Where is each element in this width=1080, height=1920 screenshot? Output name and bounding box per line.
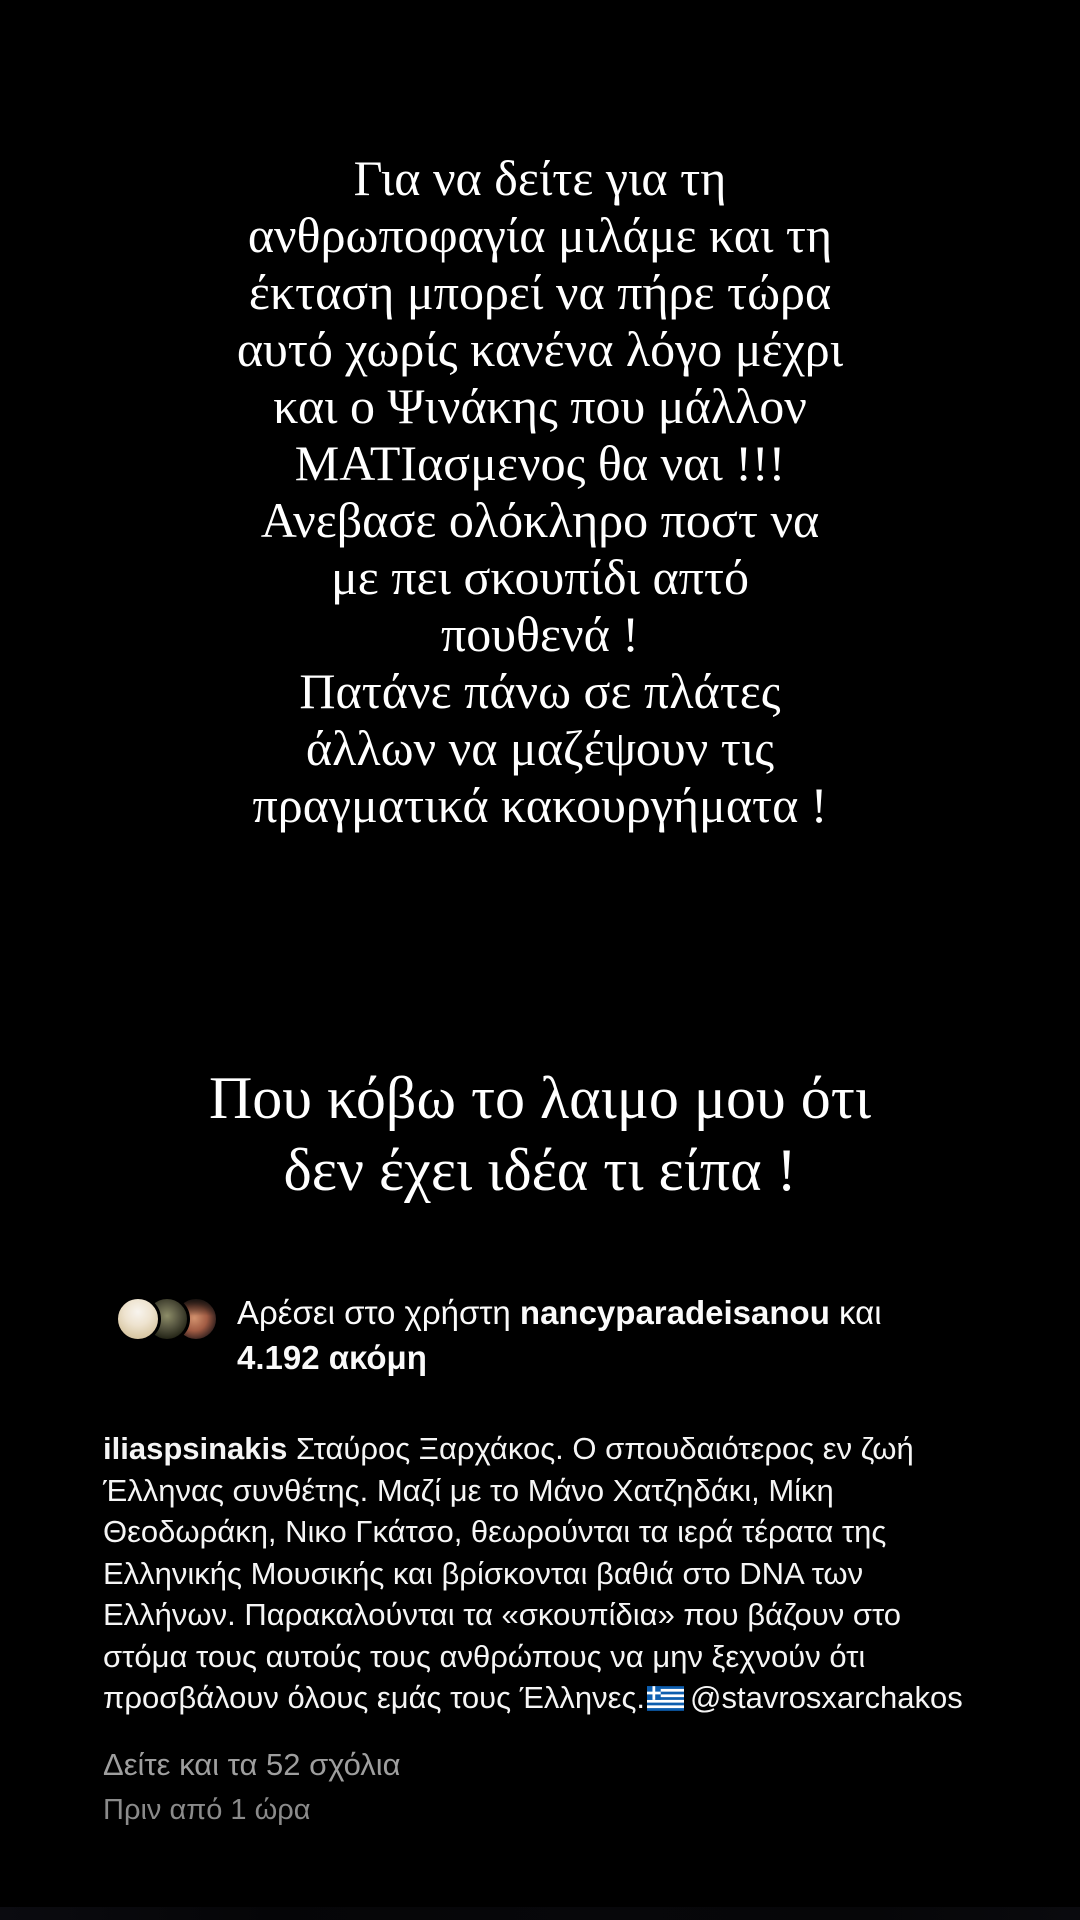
quote-line: αυτό χωρίς κανένα λόγο μέχρι — [236, 321, 844, 377]
quote-line: ανθρωποφαγία μιλάμε και τη — [247, 207, 833, 263]
quote-line: άλλων να μαζέψουν τις — [305, 720, 775, 776]
bottom-edge-strip — [0, 1907, 1080, 1920]
quote-line: πραγματικά κακουργήματα ! — [252, 777, 828, 833]
liker-avatar-1[interactable] — [115, 1296, 161, 1342]
quote-line: με πει σκουπίδι απτό — [330, 549, 750, 605]
caption-mention-link[interactable]: @stavrosxarchakos — [690, 1680, 963, 1715]
story-quote-primary — [0, 150, 1080, 834]
likes-count-link[interactable]: 4.192 ακόμη — [237, 1339, 427, 1376]
likes-conjunction: και — [829, 1294, 882, 1331]
likes-text — [237, 1290, 882, 1380]
greece-flag-icon — [647, 1686, 684, 1711]
quote-line: Ανεβασε ολόκληρο ποστ να — [260, 492, 820, 548]
quote-line: έκταση μπορεί να πήρε τώρα — [248, 264, 832, 320]
post-timestamp: Πριν από 1 ώρα — [103, 1794, 311, 1826]
post-caption — [103, 1428, 993, 1719]
quote-line: Πατάνε πάνω σε πλάτες — [299, 663, 781, 719]
caption-text: Σταύρος Ξαρχάκος. Ο σπουδαιότερος εν ζωή Έλληνας συνθέτης. Μαζί με το Μάνο Χατζηδάκι, Μίκη Θεοδωράκη, Νικο Γκάτσο, θεωρούνται τα ιερά τέρατα της Ελληνικής Μουσικής και βρίσκονται βαθιά στο DNA των Ελλήνων. Παρακαλούνται τα «σκουπίδια» που βάζουν στο στόμα τους αυτούς τους ανθρώπους να μην ξεχνούν ότι προσβάλουν όλους εμάς τους Έλληνες. — [103, 1431, 914, 1715]
likes-prefix: Αρέσει στο χρήστη — [237, 1294, 520, 1331]
quote-line: πουθενά ! — [441, 606, 639, 662]
story-quote-secondary — [0, 1062, 1080, 1206]
quote-line: και ο Ψινάκης που μάλλον — [273, 378, 807, 434]
caption-author-link[interactable]: iliaspsinakis — [103, 1431, 288, 1466]
liker-username-link[interactable]: nancyparadeisanou — [519, 1294, 830, 1331]
quote-line: δεν έχει ιδέα τι είπα ! — [283, 1137, 797, 1203]
likes-row — [103, 1290, 993, 1380]
view-comments-link[interactable]: Δείτε και τα 52 σχόλια — [103, 1747, 401, 1782]
quote-line: Για να δείτε για τη — [353, 150, 727, 206]
quote-line: ΜΑΤΙασμενος θα ναι !!! — [294, 435, 786, 491]
quote-line: Που κόβω το λαιμο μου ότι — [208, 1065, 872, 1131]
liker-avatars — [115, 1296, 219, 1342]
